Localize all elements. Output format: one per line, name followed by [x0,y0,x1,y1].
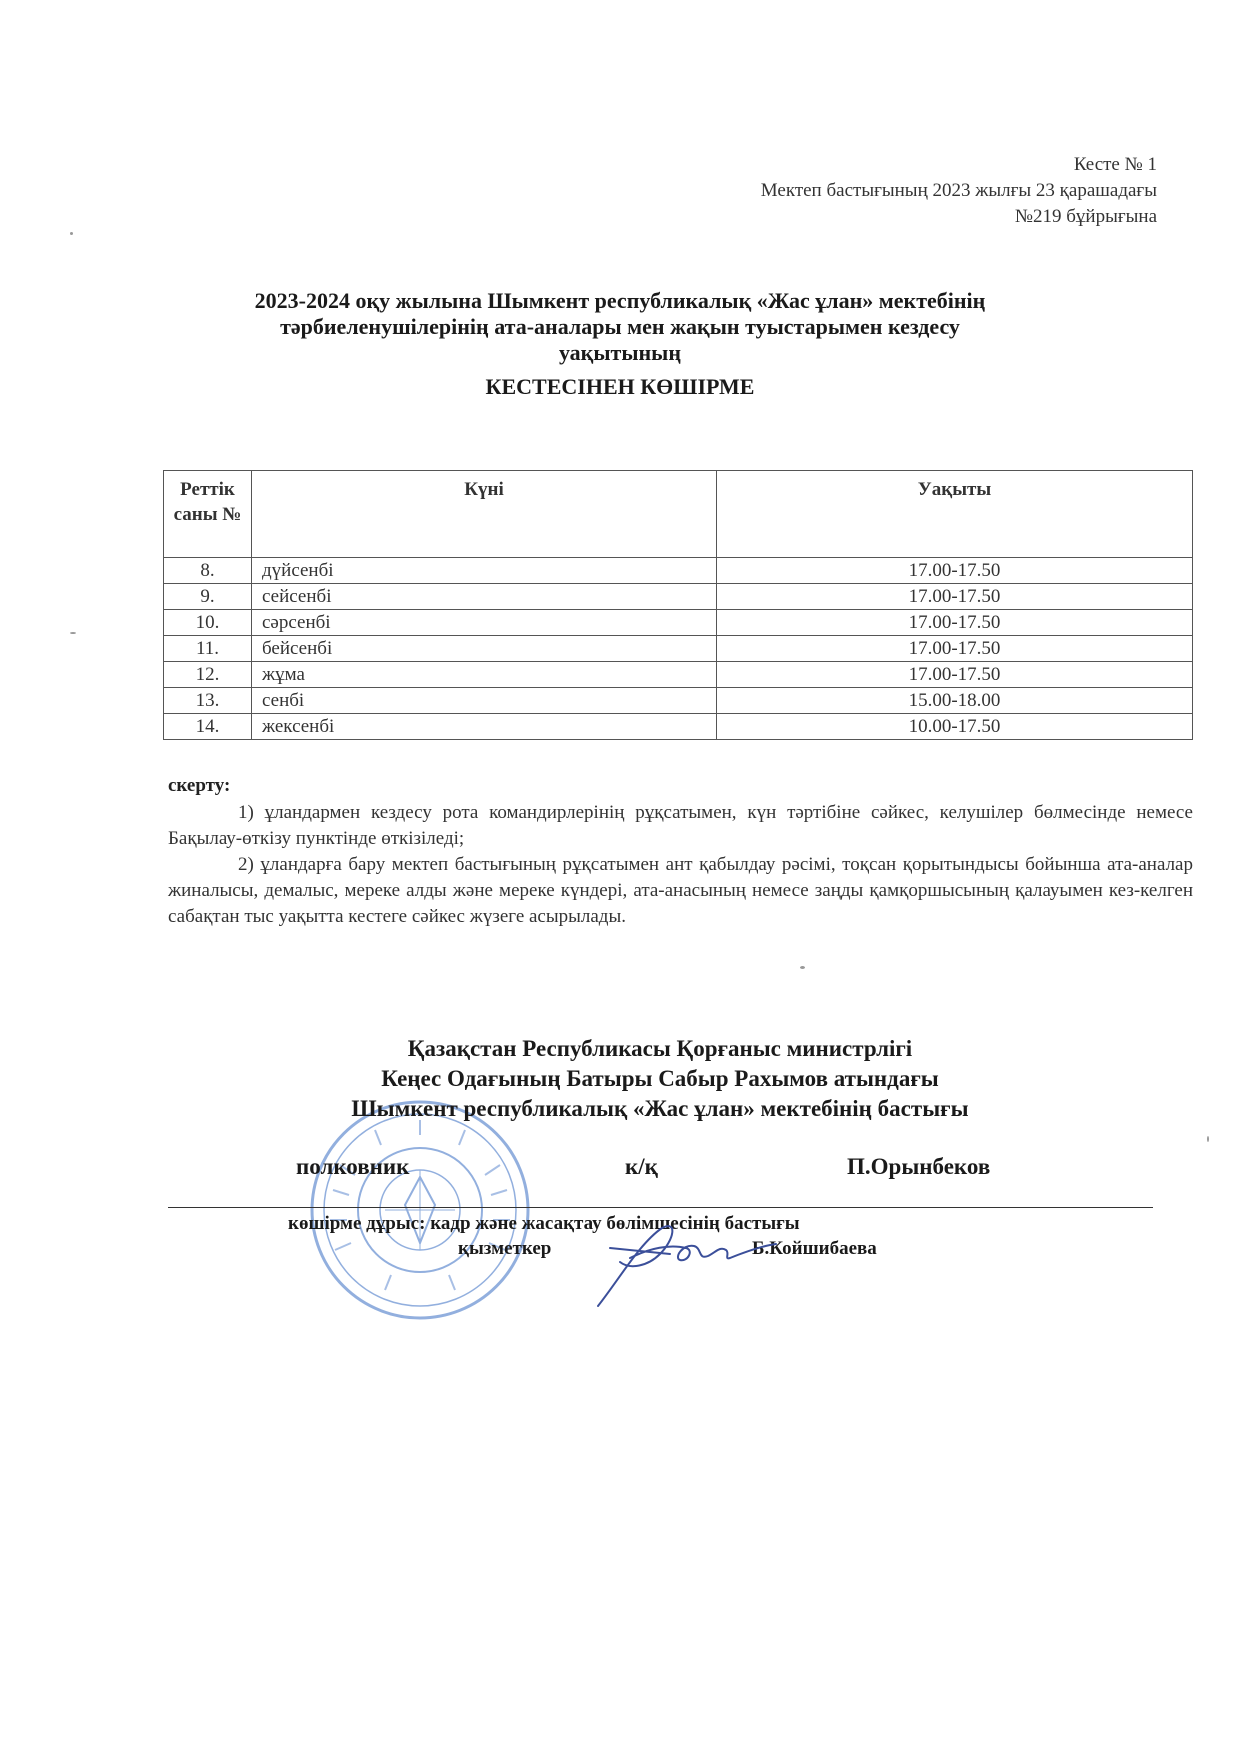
row-time: 10.00-17.50 [717,714,1193,740]
copy-name: Б.Койшибаева [752,1238,877,1259]
title-line-2: тәрбиеленушілерінің ата-аналары мен жақын туыстарымен кездесу [280,314,960,339]
notes-body [168,800,1193,930]
table-row [164,584,1193,610]
row-number: 12. [164,662,252,688]
org-line-2: Кеңес Одағының Батыры Сабыр Рахымов атындағы [381,1066,939,1091]
copy-position: қызметкер [458,1238,552,1259]
row-day: дүйсенбі [252,558,717,584]
table-number: Кесте № 1 [1073,154,1157,175]
row-number: 9. [164,584,252,610]
table-row [164,610,1193,636]
row-time: 17.00-17.50 [717,558,1193,584]
table-row [164,636,1193,662]
note-item-2: 2) ұландарға бару мектеп бастығының рұқсатымен ант қабылдау рәсімі, тоқсан қорытындысы бойынша ата-аналар жиналысы, демалыс, мереке алды және мереке күндері, ата-анасының немесе заңды қамқоршысының қалауымен кез-келген сабақтан тыс уақытта кестеге сәйкес жүзеге асырылады. [168,854,1193,927]
row-day: жексенбі [252,714,717,740]
row-number: 8. [164,558,252,584]
signer-rank: полковник [296,1154,410,1179]
organization-block [180,1034,1140,1124]
table-row [164,558,1193,584]
row-time: 17.00-17.50 [717,636,1193,662]
row-time: 17.00-17.50 [717,610,1193,636]
schedule-table [163,470,1193,740]
org-line-1: Қазақстан Республикасы Қорғаныс министрлігі [407,1036,913,1061]
row-number: 10. [164,610,252,636]
row-time: 15.00-18.00 [717,688,1193,714]
table-header-row [164,471,1193,558]
row-day: сәрсенбі [252,610,717,636]
signer-name: П.Орынбеков [847,1154,991,1179]
note-item-1: 1) ұландармен кездесу рота командирлерінің рұқсатымен, күн тәртібіне сәйкес, келушілер бөлмесінде немесе Бақылау-өткізу пунктінде өткізіледі; [168,802,1193,849]
row-time: 17.00-17.50 [717,584,1193,610]
title-line-1: 2023-2024 оқу жылына Шымкент республикалық «Жас ұлан» мектебінің [254,288,986,313]
header-time: Уақыты [717,471,1193,558]
official-stamp-icon [285,1095,555,1325]
title-line-4: КЕСТЕСІНЕН КӨШІРМЕ [485,374,755,399]
scan-speck [800,966,805,969]
row-day: сейсенбі [252,584,717,610]
title-line-3: уақытының [558,340,682,365]
row-number: 11. [164,636,252,662]
handwritten-signature-icon [590,1218,780,1313]
table-row [164,714,1193,740]
row-day: бейсенбі [252,636,717,662]
row-number: 14. [164,714,252,740]
scan-speck [70,232,73,235]
signature-mark: к/қ [625,1154,658,1179]
copy-certification: көшірме дұрыс: кадр және жасақтау бөлімшесінің бастығы [288,1213,800,1234]
row-time: 17.00-17.50 [717,662,1193,688]
row-day: сенбі [252,688,717,714]
row-number: 13. [164,688,252,714]
table-row [164,688,1193,714]
divider [168,1207,1153,1208]
table-row [164,662,1193,688]
document-title [140,288,1100,400]
header-day: Күні [252,471,717,558]
header-number: Реттік саны № [164,471,252,558]
scan-speck [1207,1136,1209,1142]
order-number: №219 бұйрығына [1014,206,1157,227]
org-line-3: Шымкент республикалық «Жас ұлан» мектебінің бастығы [351,1096,969,1121]
row-day: жұма [252,662,717,688]
order-reference [761,152,1157,230]
notes-title: скерту: [168,775,231,796]
order-date: Мектеп бастығының 2023 жылғы 23 қарашадағы [760,180,1157,201]
scan-speck [70,632,76,634]
